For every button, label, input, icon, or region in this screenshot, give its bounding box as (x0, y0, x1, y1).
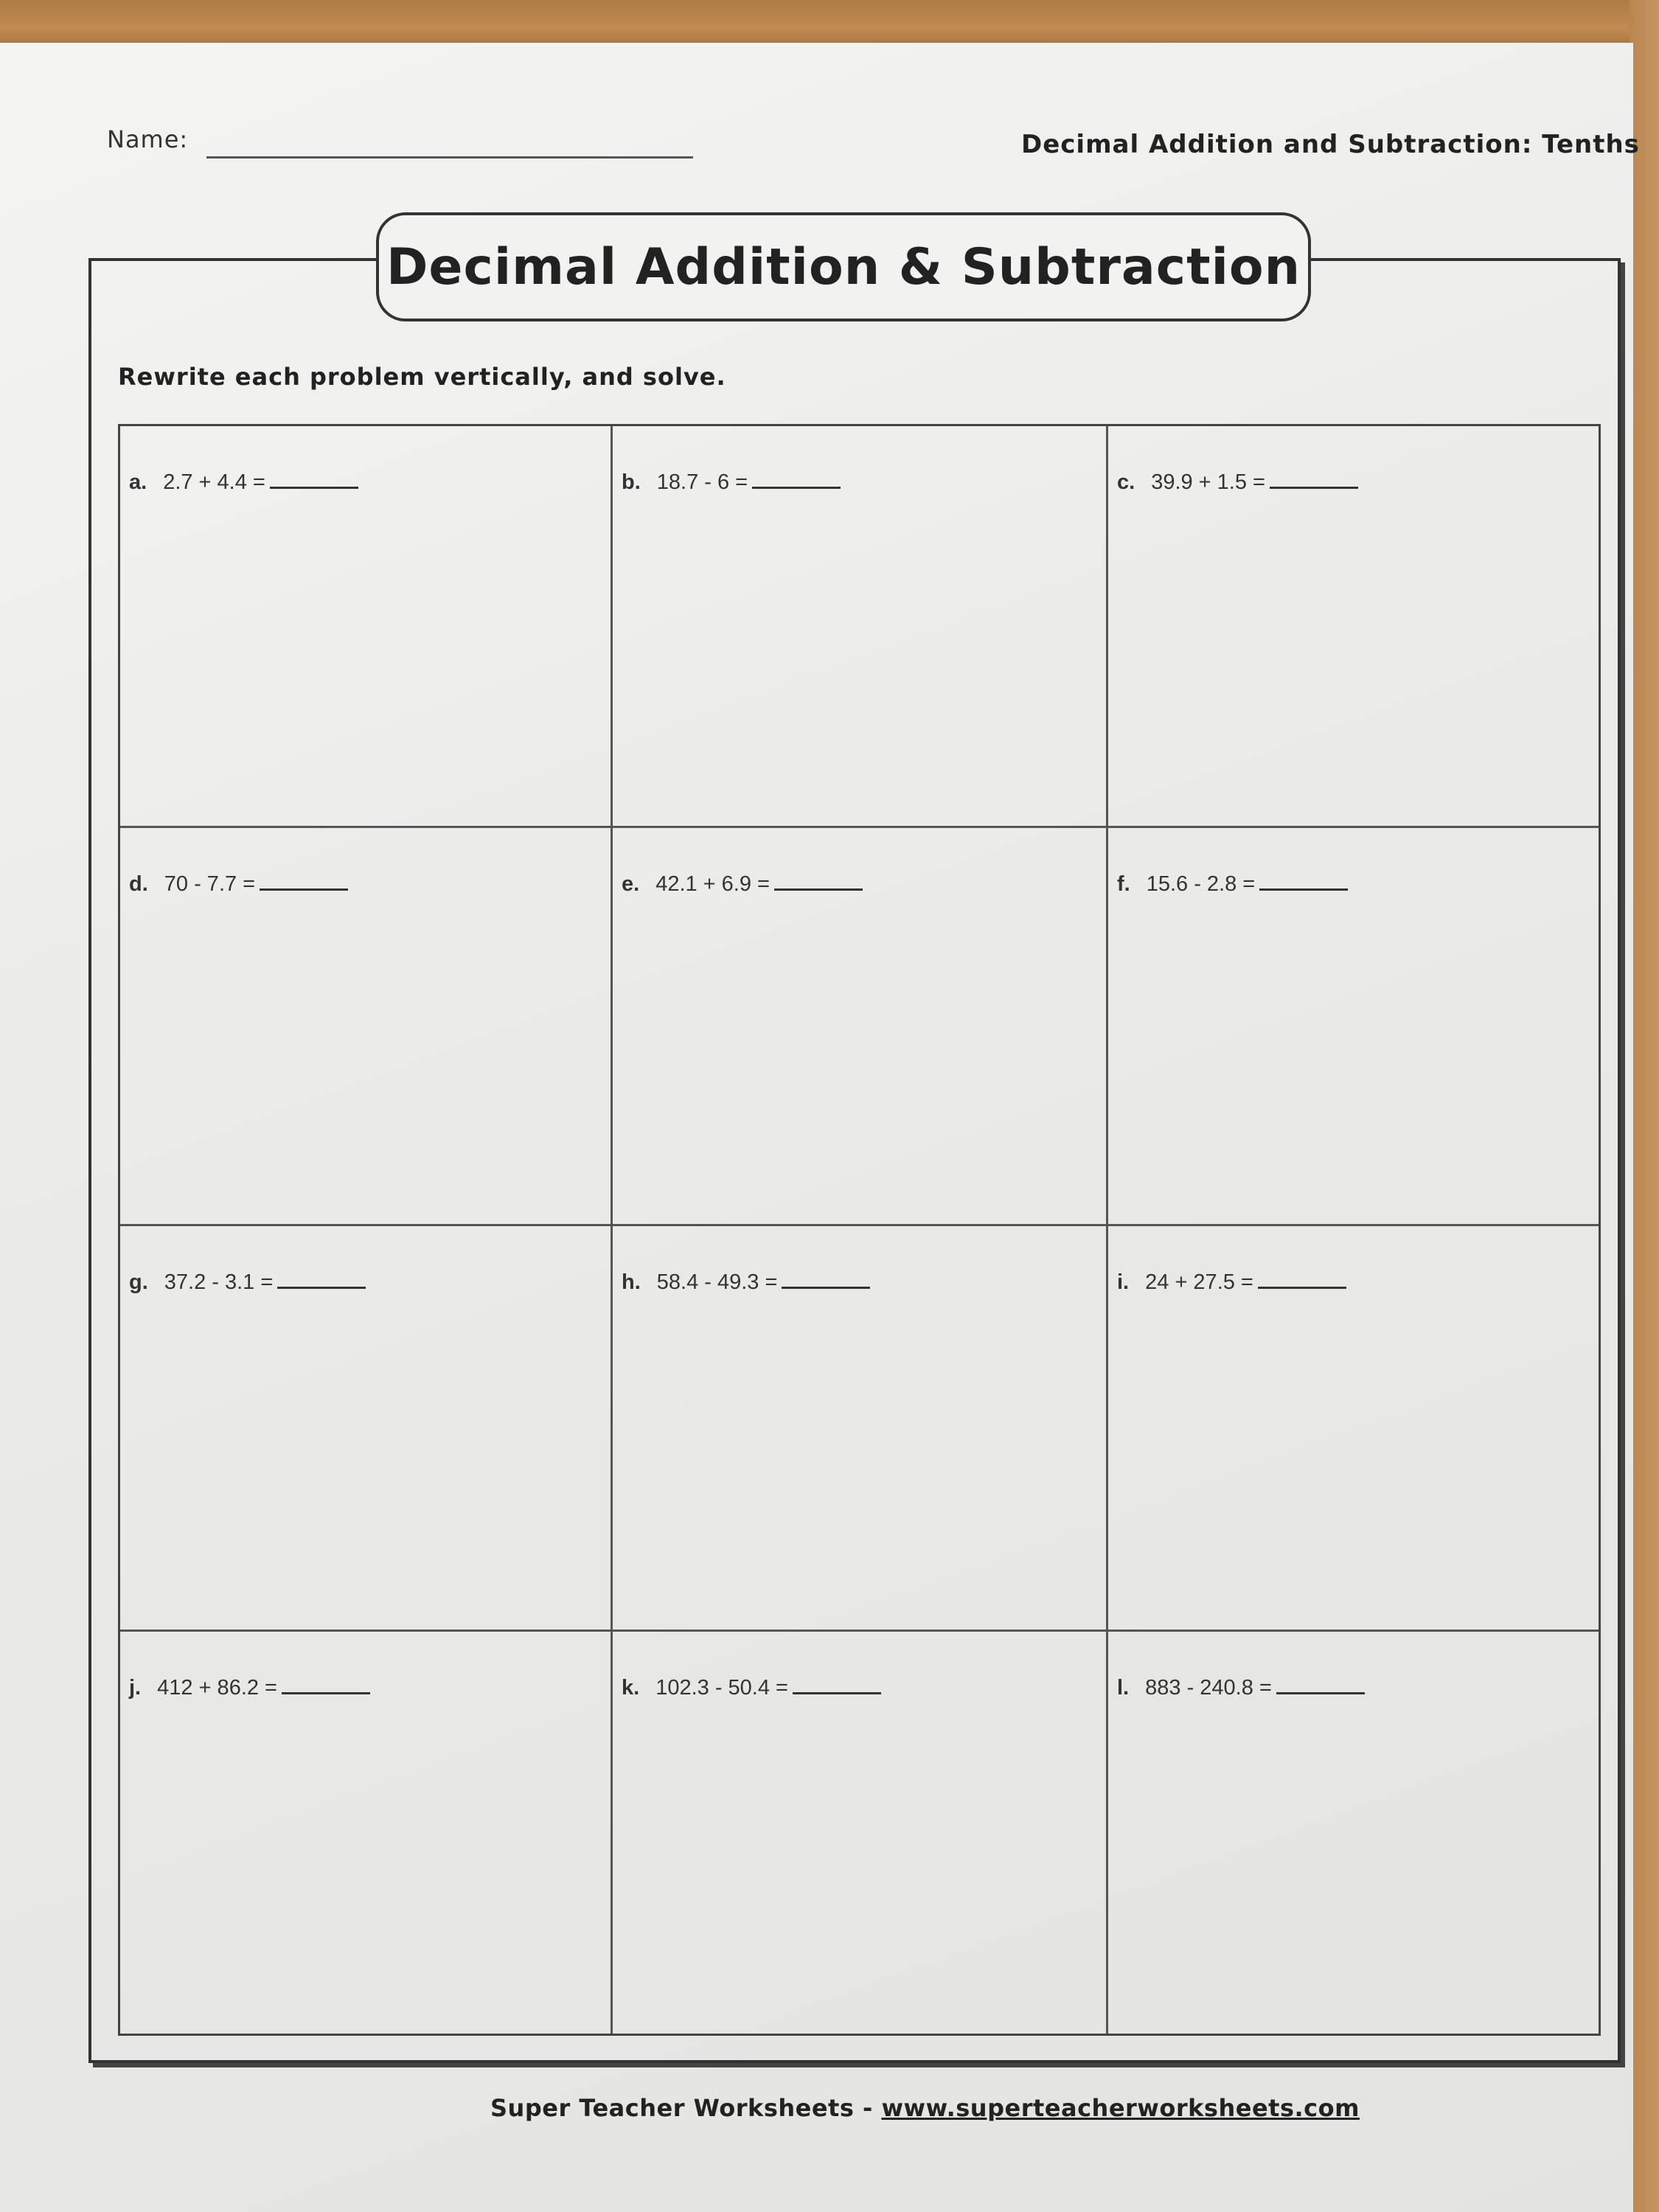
problem-expression: 58.4 - 49.3 = (656, 1270, 778, 1294)
problem-cell-e (613, 828, 1108, 1226)
problem-letter: h. (622, 1270, 641, 1294)
problem-b (622, 470, 841, 495)
problem-h (622, 1270, 870, 1295)
problem-expression: 102.3 - 50.4 = (655, 1676, 788, 1700)
problem-letter: e. (622, 872, 640, 896)
problem-cell-h (613, 1226, 1108, 1632)
problem-letter: b. (622, 470, 641, 494)
problem-letter: j. (129, 1676, 142, 1700)
answer-blank (1258, 1287, 1346, 1289)
problem-expression: 18.7 - 6 = (656, 470, 748, 494)
footer-credit (490, 2094, 1360, 2122)
desk-surface (1630, 0, 1659, 2212)
footer-separator: - (854, 2094, 882, 2122)
answer-blank (752, 487, 841, 489)
problem-cell-l (1108, 1632, 1599, 2034)
name-blank-line (206, 156, 693, 159)
problem-letter: d. (129, 872, 148, 896)
problem-expression: 70 - 7.7 = (164, 872, 256, 896)
problem-letter: g. (129, 1270, 148, 1294)
problem-expression: 37.2 - 3.1 = (164, 1270, 274, 1294)
problem-cell-j (120, 1632, 613, 2034)
problem-letter: l. (1117, 1676, 1130, 1700)
instructions: Rewrite each problem vertically, and solve. (118, 363, 726, 391)
problem-grid (118, 424, 1601, 2036)
problem-cell-c (1108, 426, 1599, 828)
answer-blank (782, 1287, 870, 1289)
problem-c (1117, 470, 1358, 495)
problem-e (622, 872, 863, 897)
answer-blank (1259, 888, 1348, 891)
problem-letter: a. (129, 470, 147, 494)
problem-expression: 2.7 + 4.4 = (163, 470, 265, 494)
problem-cell-d (120, 828, 613, 1226)
problem-cell-b (613, 426, 1108, 828)
problem-cell-g (120, 1226, 613, 1632)
problem-cell-a (120, 426, 613, 828)
problem-expression: 39.9 + 1.5 = (1151, 470, 1265, 494)
problem-cell-f (1108, 828, 1599, 1226)
answer-blank (260, 888, 348, 891)
problem-letter: f. (1117, 872, 1130, 896)
answer-blank (774, 888, 863, 891)
problem-letter: i. (1117, 1270, 1130, 1294)
problem-expression: 883 - 240.8 = (1145, 1676, 1272, 1700)
problem-expression: 412 + 86.2 = (157, 1676, 277, 1700)
problem-k (622, 1676, 881, 1700)
problem-l (1117, 1676, 1365, 1700)
problem-i (1117, 1270, 1346, 1295)
name-label: Name: (107, 125, 189, 153)
problem-letter: c. (1117, 470, 1135, 494)
problem-letter: k. (622, 1676, 640, 1700)
problem-a (129, 470, 358, 495)
answer-blank (1270, 487, 1358, 489)
answer-blank (270, 487, 358, 489)
footer-url-link[interactable]: www.superteacherworksheets.com (881, 2094, 1360, 2122)
problem-expression: 24 + 27.5 = (1145, 1270, 1253, 1294)
problem-d (129, 872, 348, 897)
problem-cell-i (1108, 1226, 1599, 1632)
footer-brand: Super Teacher Worksheets (490, 2094, 855, 2122)
problem-j (129, 1676, 370, 1700)
problem-expression: 15.6 - 2.8 = (1146, 872, 1256, 896)
problem-expression: 42.1 + 6.9 = (655, 872, 770, 896)
answer-blank (793, 1692, 881, 1694)
answer-blank (1276, 1692, 1365, 1694)
worksheet-subject: Decimal Addition and Subtraction: Tenths (1021, 130, 1640, 159)
problem-f (1117, 872, 1348, 897)
problem-cell-k (613, 1632, 1108, 2034)
answer-blank (282, 1692, 370, 1694)
page-title: Decimal Addition & Subtraction (376, 212, 1311, 321)
answer-blank (277, 1287, 366, 1289)
problem-g (129, 1270, 366, 1295)
